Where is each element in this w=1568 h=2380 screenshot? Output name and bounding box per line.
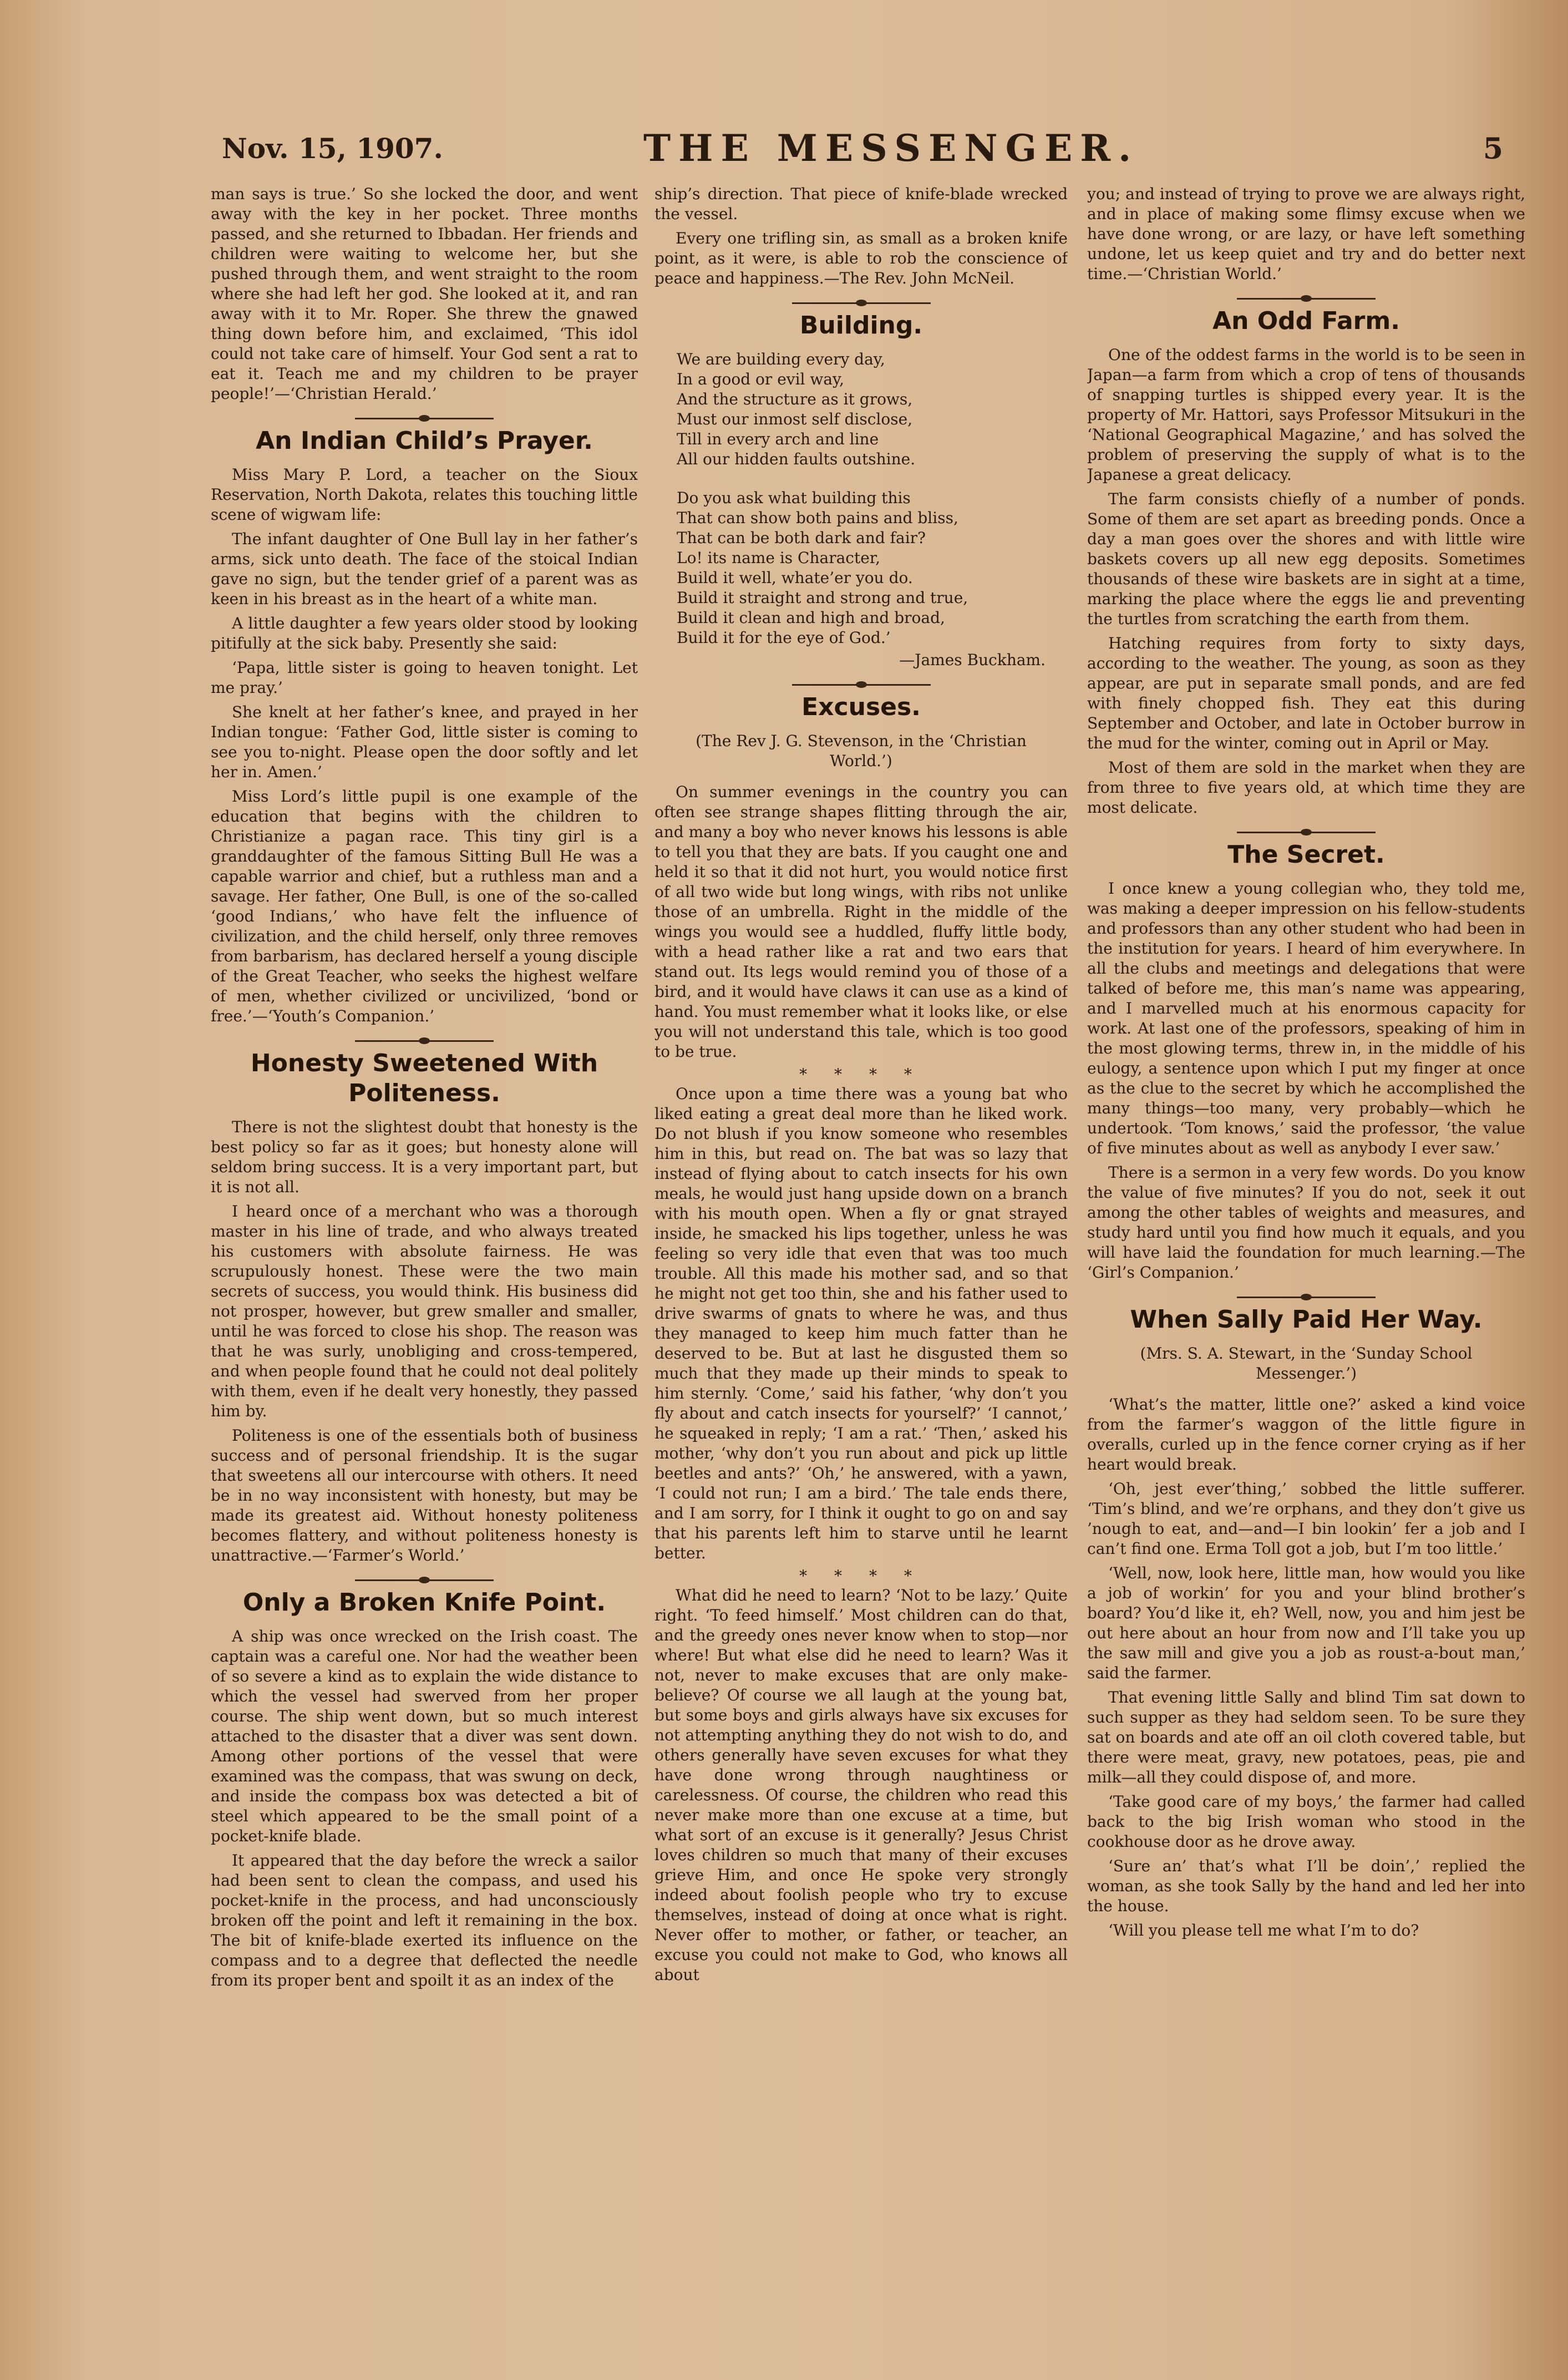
paragraph: There is not the slightest doubt that honesty is the best policy so far as it goes; but honesty alone will seldom bring success. It is a very important part, but it is not all.	[211, 1118, 638, 1196]
article-title-broken-knife-point: Only a Broken Knife Point.	[242, 1588, 606, 1617]
poem-line: Do you ask what building this	[677, 489, 911, 507]
section-divider	[654, 679, 1068, 687]
article-byline: (The Rev J. G. Stevenson, in the ‘Christian World.’)	[696, 732, 1027, 770]
article-title-honesty: Honesty Sweetened With Politeness.	[250, 1049, 598, 1107]
paragraph: Every one trifling sin, as small as a broken knife point, as it were, is able to rob the conscience of peace and happiness.—The Rev. John McNeil.	[654, 229, 1068, 287]
paragraph: ‘Oh, jest ever’thing,’ sobbed the little sufferer. ‘Tim’s blind, and we’re orphans, and they don’t give us ’nough to eat, and—and—I bin lookin’ fer a job and I can’t find one. Erma Toll got a job, but I’m too little.’	[1087, 1480, 1525, 1558]
paragraph: Miss Mary P. Lord, a teacher on the Sioux Reservation, North Dakota, relates this touching little scene of wigwam life:	[211, 465, 638, 524]
paragraph: That evening little Sally and blind Tim sat down to such supper as they had seldom seen. To be sure they sat on boards and ate off an oil cloth covered table, but there were meat, gravy, new potatoes, peas, pie and milk—all they could dispose of, and more.	[1087, 1688, 1525, 1786]
article-title-sally-paid-her-way: When Sally Paid Her Way.	[1130, 1305, 1483, 1334]
paragraph: Hatching requires from forty to sixty days, according to the weather. The young, as soon as they appear, are put in separate small ponds, and are fed with finely chopped fish. They eat this during September and October, and late in October burrow in the mud for the winter, coming out in April or May.	[1087, 634, 1525, 752]
paragraph: Miss Lord’s little pupil is one example of the education that begins with the children to Christianize a pagan race. This tiny girl is a granddaughter of the famous Sitting Bull He was a capable warrior and chief, but a ruthless man and a savage. Her father, One Bull, is one of the so-called ‘good Indians,’ who have felt the influence of civilization, and the child herself, only three removes from barbarism, has declared herself a young disciple of the Great Teacher, who seeks the highest welfare of men, whether civilized or uncivilized, ‘bond or free.’—‘Youth’s Companion.’	[211, 787, 638, 1025]
poem-line: We are building every day,	[677, 350, 885, 368]
poem-line: Must our inmost self disclose,	[677, 410, 913, 428]
poem-line: All our hidden faults outshine.	[677, 450, 916, 468]
paragraph: The farm consists chiefly of a number of ponds. Some of them are set apart as breeding ponds. Once a day a man goes over the shores and with little wire baskets covers up all new egg deposits. Sometimes thousands of these wire baskets are in sight at a time, marking the place where the eggs lie and preventing the turtles from scratching the earth from them.	[1087, 490, 1525, 628]
section-divider	[1087, 1292, 1525, 1299]
poem	[677, 350, 1068, 648]
poem-author: —James Buckham.	[899, 651, 1046, 669]
poem-line: Build it for the eye of God.’	[677, 629, 891, 647]
poem-line: And the structure as it grows,	[677, 390, 913, 408]
section-divider	[1087, 827, 1525, 834]
poem-line: In a good or evil way,	[677, 370, 845, 388]
paragraph: She knelt at her father’s knee, and prayed in her Indian tongue: ‘Father God, little sister is coming to see you to-night. Please open the door softly and let her in. Amen.’	[211, 703, 638, 781]
issue-date: Nov. 15, 1907.	[222, 132, 443, 165]
continued-text: man says is true.’ So she locked the door, and went away with the key in her pocket. Three months passed, and she returned to Ibbadan. Her friends and children were waiting to welcome her, but she pushed through them, and went straight to the room where she had left her god. She looked at it, and ran away with it to Mr. Roper. She threw the gnawed thing down before him, and exclaimed, ‘This idol could not take care of himself. Your God sent a rat to eat it. Teach me and my children to be prayer people!’—‘Christian Herald.’	[211, 185, 638, 403]
column-3	[1087, 184, 1525, 2347]
paragraph: One of the oddest farms in the world is to be seen in Japan—a farm from which a crop of tens of thousands of snapping turtles is shipped every year. It is the property of Mr. Hattori, says Professor Mitsukuri in the ‘National Geographical Magazine,’ and has solved the problem of preserving the supply of what is to the Japanese a great delicacy.	[1087, 346, 1525, 484]
paragraph: ‘Papa, little sister is going to heaven tonight. Let me pray.’	[211, 659, 638, 697]
article-title-the-secret: The Secret.	[1227, 840, 1385, 869]
poem-line: That can be both dark and fair?	[677, 529, 926, 547]
section-break-stars: * * * *	[799, 1065, 923, 1083]
section-break-stars: * * * *	[799, 1567, 923, 1585]
page-number: 5	[1483, 132, 1503, 166]
section-divider	[211, 413, 638, 421]
poem-line: Lo! its name is Character,	[677, 549, 880, 567]
paragraph: What did he need to learn? ‘Not to be lazy.’ Quite right. ‘To feed himself.’ Most children can do that, and the greedy ones never know when to stop—nor where! But what else did he need to learn? Was it not, never to make excuses that are only make-believe? Of course we all laugh at the young bat, but some boys and girls always have six excuses for not attempting anything they do not wish to do, and others generally have seven excuses for what they have done wrong through naughtiness or carelessness. Of course, the children who read this never make more than one excuse at a time, but what sort of an excuse is it generally? Jesus Christ loves children so much that many of their excuses grieve Him, and once He spoke very strongly indeed about foolish people who try to excuse themselves, instead of doing at once what is right. Never offer to mother, or father, or teacher, an excuse you could not make to God, who knows all about	[654, 1586, 1068, 1984]
paragraph: A ship was once wrecked on the Irish coast. The captain was a careful one. Nor had the weather been of so severe a kind as to explain the wide distance to which the vessel had swerved from her proper course. The ship went down, but so much interest attached to the disaster that a diver was sent down. Among other portions of the vessel that were examined was the compass, that was swung on deck, and inside the compass box was detected a bit of steel which appeared to be the small point of a pocket-knife blade.	[211, 1627, 638, 1845]
paragraph: ‘Take good care of my boys,’ the farmer had called back to the big Irish woman who stood in the cookhouse door as he drove away.	[1087, 1792, 1525, 1851]
poem-line: Till in every arch and line	[677, 430, 879, 448]
masthead	[222, 126, 1503, 176]
paragraph: I heard once of a merchant who was a thorough master in his line of trade, and who always treated his customers with absolute fairness. He was scrupulously honest. These were the two main secrets of success, you would think. His business did not prosper, however, but grew smaller and smaller, until he was forced to close his shop. The reason was that he was surly, unobliging and cross-tempered, and when people found that he could not deal politely with them, even if he dealt very honestly, they passed him by.	[211, 1202, 638, 1420]
article-byline: (Mrs. S. A. Stewart, in the ‘Sunday School Messenger.’)	[1140, 1344, 1473, 1383]
paragraph: Politeness is one of the essentials both of business success and of personal friendship. It is the sugar that sweetens all our intercourse with others. It need be in no way inconsistent with honesty, but may be made its greatest aid. Without honesty politeness becomes flattery, and without politeness honesty is unattractive.—‘Farmer’s World.’	[211, 1426, 638, 1564]
paragraph: Most of them are sold in the market when they are from three to five years old, at which time they are most delicate.	[1087, 758, 1525, 817]
section-divider	[1087, 293, 1525, 301]
poem-line: Build it straight and strong and true,	[677, 589, 968, 607]
article-title-excuses: Excuses.	[801, 693, 921, 721]
paragraph: I once knew a young collegian who, they told me, was making a deeper impression on his fellow-students and professors than any other student who had been in the institution for years. I heard of him everywhere. In all the clubs and meetings and delegations that were talked of before me, this man’s name was appearing, and I marvelled much at his enormous capacity for work. At last one of the professors, speaking of him in the most glowing terms, threw in, in the middle of his eulogy, a sentence upon which I put my finger at once as the clue to the secret by which he accomplished the many things—too many, very probably—which he undertook. ‘Tom knows,’ said the professor, ‘the value of five minutes about as well as anybody I ever saw.’	[1087, 879, 1525, 1157]
newspaper-title: THE MESSENGER.	[643, 126, 1139, 170]
poem-line: Build it clean and high and broad,	[677, 609, 945, 627]
column-2	[654, 184, 1068, 2347]
paragraph: ‘Will you please tell me what I’m to do?	[1108, 1921, 1419, 1940]
section-divider	[211, 1035, 638, 1043]
paragraph: There is a sermon in a very few words. Do you know the value of five minutes? If you do not, seek it out among the other tables of weights and measures, and study hard until you find how much it equals, and you will have laid the foundation for much learning.—The ‘Girl’s Companion.’	[1087, 1163, 1525, 1282]
continued-text: you; and instead of trying to prove we are always right, and in place of making some flimsy excuse when we have done wrong, or are lazy, or have left something undone, let us keep quiet and try and do better next time.—‘Christian World.’	[1087, 185, 1525, 283]
paragraph: ‘Well, now, look here, little man, how would you like a job of workin’ for you and your blind brother’s board? You’d like it, eh? Well, now, you and him jest be out here about an hour from now and I’ll take you up the saw mill and give you a job as roust-a-bout man,’ said the farmer.	[1087, 1564, 1525, 1682]
section-divider	[211, 1574, 638, 1582]
continued-text: ship’s direction. That piece of knife-blade wrecked the vessel.	[654, 185, 1068, 223]
poem-line: That can show both pains and bliss,	[677, 509, 958, 527]
paragraph: On summer evenings in the country you can often see strange shapes flitting through the air, and many a boy who never knows his lessons is able to tell you that they are bats. If you caught one and held it so that it did not hurt, you would notice first of all two wide but long wings, with ribs not unlike those of an umbrella. Right in the middle of the wings you would see a huddled, fluffy little body, with a head rather like a rat and two ears that stand out. Its legs would remind you of those of a bird, and it would have claws it can use as a kind of hand. You must remember what it looks like, or else you will not understand this tale, which is too good to be true.	[654, 783, 1068, 1061]
poem-title-building: Building.	[799, 311, 923, 340]
paragraph: Once upon a time there was a young bat who liked eating a great deal more than he liked work. Do not blush if you know someone who resembles him in this, but read on. The bat was so lazy that instead of flying about to catch insects for his own meals, he would just hang upside down on a branch with his mouth open. When a fly or gnat strayed inside, he smacked his lips together, unless he was feeling so very idle that even that was too much trouble. All this made his mother sad, and so that he might not get too thin, she and his father used to drive swarms of gnats to where he was, and thus they managed to keep him much fatter than he deserved to be. But at last he disgusted them so much that they made up their minds to speak to him sternly. ‘Come,’ said his father, ‘why don’t you fly about and catch insects for yourself?’ ‘I cannot,’ he squeaked in reply; ‘I am a rat.’ ‘Then,’ asked his mother, ‘why don’t you run about and pick up little beetles and ants?’ ‘Oh,’ he answered, with a yawn, ‘I could not run; I am a bird.’ The tale ends there, and I am sorry, for I think it ought to go on and say that his parents left him to starve until he learnt better.	[654, 1085, 1068, 1562]
column-1	[211, 184, 638, 2347]
paragraph: A little daughter a few years older stood by looking pitifully at the sick baby. Presently she said:	[211, 614, 638, 652]
article-title-odd-farm: An Odd Farm.	[1212, 307, 1400, 335]
article-title-indian-childs-prayer: An Indian Child’s Prayer.	[256, 427, 593, 455]
paragraph: The infant daughter of One Bull lay in her father’s arms, sick unto death. The face of the stoical Indian gave no sign, but the tender grief of a parent was as keen in his breast as in the heart of a white man.	[211, 530, 638, 608]
paragraph: ‘Sure an’ that’s what I’ll be doin’,’ replied the woman, as she took Sally by the hand and led her into the house.	[1087, 1857, 1525, 1915]
poem-line: Build it well, whate’er you do.	[677, 569, 913, 587]
paragraph: ‘What’s the matter, little one?’ asked a kind voice from the farmer’s waggon of the little figure in overalls, curled up in the fence corner crying as if her heart would break.	[1087, 1395, 1525, 1473]
paragraph: It appeared that the day before the wreck a sailor had been sent to clean the compass, and used his pocket-knife in the process, and had unconsciously broken off the point and left it remaining in the box. The bit of knife-blade exerted its influence on the compass and to a degree that deflected the needle from its proper bent and spoilt it as an index of the	[211, 1851, 638, 1989]
section-divider	[654, 297, 1068, 305]
